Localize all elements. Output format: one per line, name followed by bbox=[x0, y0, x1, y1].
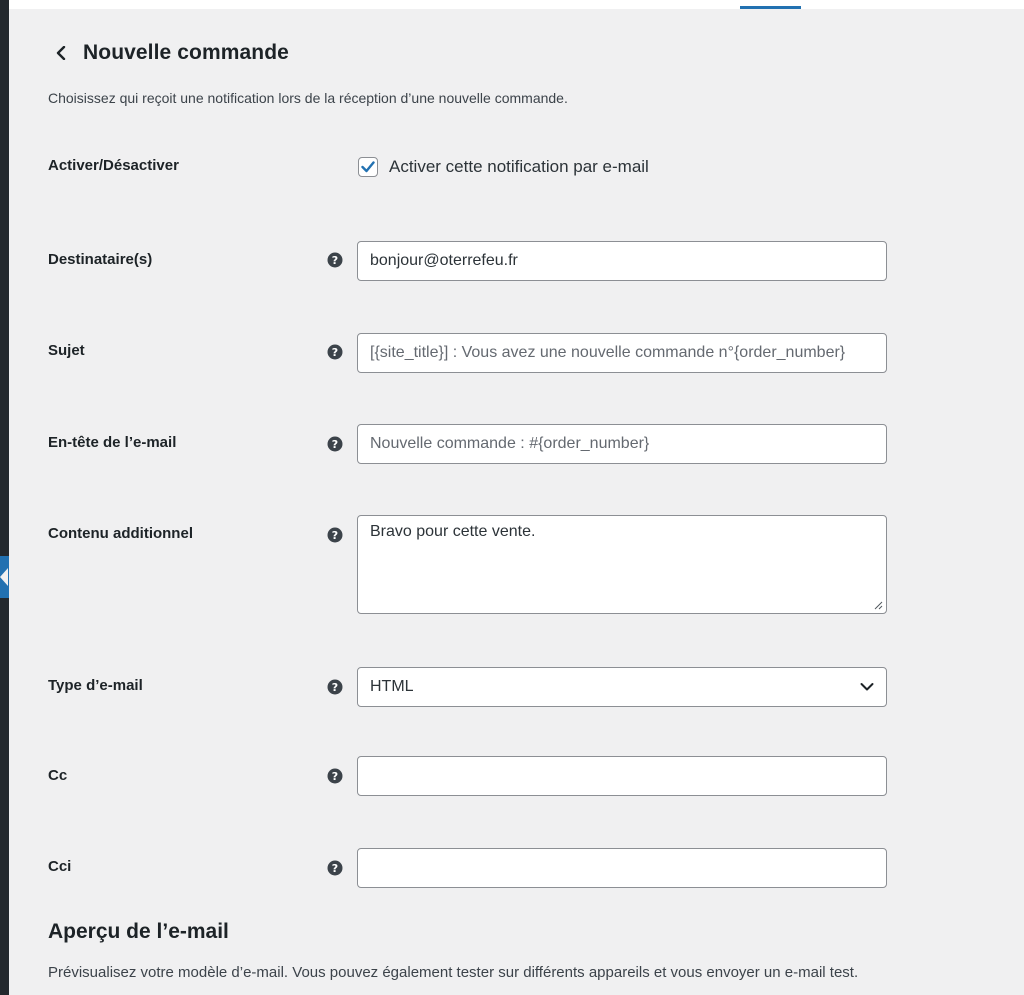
page-title: Nouvelle commande bbox=[83, 41, 289, 64]
active-tab-indicator bbox=[740, 6, 801, 9]
subject-label: Sujet bbox=[48, 342, 85, 359]
svg-text:?: ? bbox=[331, 346, 339, 359]
svg-text:?: ? bbox=[331, 862, 339, 875]
additional-content-label: Contenu additionnel bbox=[48, 525, 193, 542]
page-description: Choisissez qui reçoit une notification lors de la réception d’une nouvelle commande. bbox=[48, 90, 568, 106]
svg-text:?: ? bbox=[331, 438, 339, 451]
chevron-down-icon bbox=[860, 682, 874, 692]
preview-section-title: Aperçu de l’e-mail bbox=[48, 920, 229, 943]
top-tab-strip bbox=[9, 0, 1024, 9]
recipient-input[interactable]: bonjour@oterrefeu.fr bbox=[357, 241, 887, 281]
help-tip-icon[interactable] bbox=[327, 768, 343, 784]
collapse-menu-icon[interactable] bbox=[0, 556, 9, 598]
bcc-label: Cci bbox=[48, 858, 72, 875]
cc-input[interactable] bbox=[357, 756, 887, 796]
enable-checkbox-label[interactable]: Activer cette notification par e-mail bbox=[389, 157, 649, 176]
checkmark-icon bbox=[361, 161, 375, 173]
help-tip-icon[interactable] bbox=[327, 860, 343, 876]
additional-content-textarea[interactable] bbox=[357, 515, 887, 614]
help-tip-icon[interactable] bbox=[327, 252, 343, 268]
help-tip-icon[interactable] bbox=[327, 679, 343, 695]
subject-input[interactable]: [{site_title}] : Vous avez une nouvelle commande n°{order_number} bbox=[357, 333, 887, 373]
recipient-label: Destinataire(s) bbox=[48, 251, 153, 268]
resize-handle-icon[interactable] bbox=[873, 600, 883, 610]
enable-checkbox-row[interactable] bbox=[358, 157, 649, 177]
svg-text:?: ? bbox=[331, 681, 339, 694]
svg-text:?: ? bbox=[331, 770, 339, 783]
cc-label: Cc bbox=[48, 767, 68, 784]
email-type-value: HTML bbox=[370, 678, 414, 695]
heading-label: En-tête de l’e-mail bbox=[48, 434, 177, 451]
email-type-select[interactable] bbox=[357, 667, 887, 707]
heading-input[interactable]: Nouvelle commande : #{order_number} bbox=[357, 424, 887, 464]
svg-text:?: ? bbox=[331, 254, 339, 267]
svg-text:?: ? bbox=[331, 529, 339, 542]
chevron-left-icon[interactable] bbox=[54, 46, 68, 60]
preview-section-description: Prévisualisez votre modèle d’e-mail. Vous pouvez également tester sur différents appareils et vous envoyer un e-mail test. bbox=[48, 964, 859, 981]
help-tip-icon[interactable] bbox=[327, 344, 343, 360]
enable-label: Activer/Désactiver bbox=[48, 157, 179, 174]
help-tip-icon[interactable] bbox=[327, 436, 343, 452]
admin-sidebar-edge bbox=[0, 0, 9, 995]
enable-checkbox[interactable] bbox=[358, 157, 378, 177]
additional-content-value: Bravo pour cette vente. bbox=[370, 523, 536, 540]
bcc-input[interactable] bbox=[357, 848, 887, 888]
email-type-label: Type d’e-mail bbox=[48, 677, 143, 694]
help-tip-icon[interactable] bbox=[327, 527, 343, 543]
page-header bbox=[54, 41, 289, 65]
